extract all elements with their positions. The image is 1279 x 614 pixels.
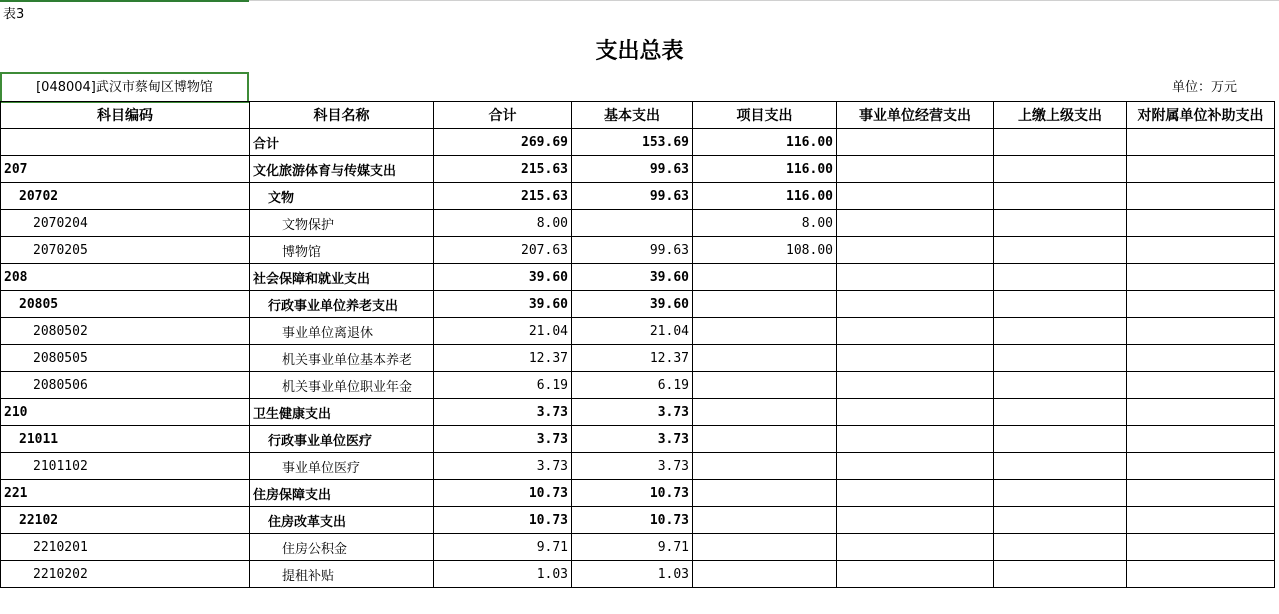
cell-basic[interactable]: 3.73 [572, 453, 693, 480]
cell-upper[interactable] [994, 237, 1127, 264]
cell-upper[interactable] [994, 264, 1127, 291]
cell-code[interactable]: 2101102 [1, 453, 250, 480]
cell-name[interactable]: 住房保障支出 [250, 480, 434, 507]
cell-code[interactable]: 20805 [1, 291, 250, 318]
cell-total[interactable]: 12.37 [434, 345, 572, 372]
cell-project[interactable]: 116.00 [693, 129, 837, 156]
cell-basic[interactable]: 12.37 [572, 345, 693, 372]
cell-project[interactable]: 108.00 [693, 237, 837, 264]
cell-code[interactable]: 20702 [1, 183, 250, 210]
top-rule [249, 0, 1279, 1]
selection-accent [0, 0, 249, 2]
cell-project[interactable] [693, 426, 837, 453]
cell-project[interactable] [693, 480, 837, 507]
table-row [1, 210, 1275, 237]
cell-subsidy[interactable] [1127, 264, 1275, 291]
cell-subsidy[interactable] [1127, 291, 1275, 318]
cell-upper[interactable] [994, 534, 1127, 561]
cell-subsidy[interactable] [1127, 453, 1275, 480]
cell-upper[interactable] [994, 183, 1127, 210]
cell-operating[interactable] [837, 561, 994, 588]
cell-code[interactable]: 2080502 [1, 318, 250, 345]
col-header-project[interactable]: 项目支出 [693, 102, 837, 129]
cell-total[interactable]: 3.73 [434, 453, 572, 480]
table-row [1, 291, 1275, 318]
cell-project[interactable] [693, 264, 837, 291]
cell-total[interactable]: 10.73 [434, 507, 572, 534]
cell-operating[interactable] [837, 399, 994, 426]
cell-subsidy[interactable] [1127, 183, 1275, 210]
cell-total[interactable]: 215.63 [434, 156, 572, 183]
table-row [1, 264, 1275, 291]
cell-subsidy[interactable] [1127, 561, 1275, 588]
table-row [1, 426, 1275, 453]
cell-upper[interactable] [994, 399, 1127, 426]
col-header-operating[interactable]: 事业单位经营支出 [837, 102, 994, 129]
cell-operating[interactable] [837, 453, 994, 480]
table-row [1, 318, 1275, 345]
cell-project[interactable] [693, 318, 837, 345]
cell-subsidy[interactable] [1127, 426, 1275, 453]
cell-name[interactable]: 卫生健康支出 [250, 399, 434, 426]
cell-code[interactable]: 208 [1, 264, 250, 291]
cell-name[interactable]: 事业单位医疗 [250, 453, 434, 480]
table-number: 表3 [3, 7, 25, 22]
cell-basic[interactable] [572, 210, 693, 237]
cell-basic[interactable]: 153.69 [572, 129, 693, 156]
cell-project[interactable] [693, 561, 837, 588]
cell-total[interactable]: 269.69 [434, 129, 572, 156]
cell-total[interactable]: 9.71 [434, 534, 572, 561]
cell-operating[interactable] [837, 480, 994, 507]
cell-total[interactable]: 3.73 [434, 399, 572, 426]
cell-basic[interactable]: 39.60 [572, 291, 693, 318]
cell-subsidy[interactable] [1127, 318, 1275, 345]
col-header-total[interactable]: 合计 [434, 102, 572, 129]
cell-subsidy[interactable] [1127, 156, 1275, 183]
cell-subsidy[interactable] [1127, 345, 1275, 372]
cell-upper[interactable] [994, 129, 1127, 156]
cell-code[interactable]: 22102 [1, 507, 250, 534]
cell-code[interactable]: 21011 [1, 426, 250, 453]
cell-project[interactable] [693, 291, 837, 318]
table-row [1, 507, 1275, 534]
unit-label: 单位：万元 [1171, 80, 1237, 95]
cell-operating[interactable] [837, 291, 994, 318]
cell-total[interactable]: 1.03 [434, 561, 572, 588]
expenditure-table [0, 101, 1275, 588]
cell-upper[interactable] [994, 210, 1127, 237]
cell-basic[interactable]: 99.63 [572, 237, 693, 264]
cell-operating[interactable] [837, 426, 994, 453]
table-row [1, 372, 1275, 399]
cell-basic[interactable]: 9.71 [572, 534, 693, 561]
cell-total[interactable]: 39.60 [434, 291, 572, 318]
cell-project[interactable]: 116.00 [693, 183, 837, 210]
header-row [1, 102, 1275, 129]
cell-basic[interactable]: 3.73 [572, 399, 693, 426]
cell-basic[interactable]: 10.73 [572, 507, 693, 534]
cell-subsidy[interactable] [1127, 507, 1275, 534]
page-title: 支出总表 [595, 39, 684, 64]
cell-name[interactable]: 住房公积金 [250, 534, 434, 561]
cell-total[interactable]: 3.73 [434, 426, 572, 453]
table-row [1, 237, 1275, 264]
cell-name[interactable]: 文化旅游体育与传媒支出 [250, 156, 434, 183]
cell-upper[interactable] [994, 318, 1127, 345]
cell-upper[interactable] [994, 480, 1127, 507]
col-header-basic[interactable]: 基本支出 [572, 102, 693, 129]
cell-code[interactable]: 2070204 [1, 210, 250, 237]
table-row [1, 399, 1275, 426]
cell-basic[interactable]: 99.63 [572, 156, 693, 183]
cell-upper[interactable] [994, 561, 1127, 588]
table-row [1, 453, 1275, 480]
cell-upper[interactable] [994, 507, 1127, 534]
table-row [1, 534, 1275, 561]
cell-basic[interactable]: 1.03 [572, 561, 693, 588]
cell-project[interactable] [693, 345, 837, 372]
col-header-upper[interactable]: 上缴上级支出 [994, 102, 1127, 129]
cell-code[interactable]: 2080506 [1, 372, 250, 399]
cell-name[interactable]: 文物 [250, 183, 434, 210]
cell-basic[interactable]: 10.73 [572, 480, 693, 507]
cell-name[interactable]: 住房改革支出 [250, 507, 434, 534]
cell-basic[interactable]: 99.63 [572, 183, 693, 210]
cell-total[interactable]: 39.60 [434, 264, 572, 291]
cell-operating[interactable] [837, 237, 994, 264]
cell-name[interactable]: 合计 [250, 129, 434, 156]
cell-operating[interactable] [837, 318, 994, 345]
table-row [1, 345, 1275, 372]
cell-subsidy[interactable] [1127, 480, 1275, 507]
cell-name[interactable]: 行政事业单位医疗 [250, 426, 434, 453]
cell-code[interactable]: 210 [1, 399, 250, 426]
cell-project[interactable] [693, 372, 837, 399]
cell-subsidy[interactable] [1127, 129, 1275, 156]
cell-total[interactable]: 6.19 [434, 372, 572, 399]
cell-subsidy[interactable] [1127, 372, 1275, 399]
cell-code[interactable]: 207 [1, 156, 250, 183]
cell-name[interactable]: 行政事业单位养老支出 [250, 291, 434, 318]
col-header-name[interactable]: 科目名称 [250, 102, 434, 129]
cell-name[interactable]: 文物保护 [250, 210, 434, 237]
table-row [1, 561, 1275, 588]
cell-operating[interactable] [837, 210, 994, 237]
cell-upper[interactable] [994, 426, 1127, 453]
cell-basic[interactable]: 21.04 [572, 318, 693, 345]
cell-basic[interactable]: 3.73 [572, 426, 693, 453]
col-header-subsidy[interactable]: 对附属单位补助支出 [1127, 102, 1275, 129]
cell-total[interactable]: 21.04 [434, 318, 572, 345]
cell-code[interactable]: 2070205 [1, 237, 250, 264]
cell-code[interactable] [1, 129, 250, 156]
table-row [1, 480, 1275, 507]
cell-code[interactable]: 2210201 [1, 534, 250, 561]
cell-operating[interactable] [837, 264, 994, 291]
cell-operating[interactable] [837, 129, 994, 156]
cell-upper[interactable] [994, 372, 1127, 399]
cell-project[interactable]: 8.00 [693, 210, 837, 237]
cell-name[interactable]: 机关事业单位职业年金 [250, 372, 434, 399]
cell-code[interactable]: 2080505 [1, 345, 250, 372]
cell-name[interactable]: 机关事业单位基本养老 [250, 345, 434, 372]
cell-operating[interactable] [837, 534, 994, 561]
cell-operating[interactable] [837, 507, 994, 534]
cell-total[interactable]: 8.00 [434, 210, 572, 237]
cell-operating[interactable] [837, 345, 994, 372]
col-header-code[interactable]: 科目编码 [1, 102, 250, 129]
cell-total[interactable]: 207.63 [434, 237, 572, 264]
cell-basic[interactable]: 39.60 [572, 264, 693, 291]
cell-project[interactable] [693, 453, 837, 480]
cell-total[interactable]: 215.63 [434, 183, 572, 210]
cell-operating[interactable] [837, 372, 994, 399]
cell-upper[interactable] [994, 345, 1127, 372]
cell-name[interactable]: 事业单位离退休 [250, 318, 434, 345]
cell-subsidy[interactable] [1127, 399, 1275, 426]
table-row [1, 129, 1275, 156]
cell-code[interactable]: 221 [1, 480, 250, 507]
table-row [1, 156, 1275, 183]
cell-basic[interactable]: 6.19 [572, 372, 693, 399]
cell-name[interactable]: 社会保障和就业支出 [250, 264, 434, 291]
cell-operating[interactable] [837, 156, 994, 183]
cell-upper[interactable] [994, 453, 1127, 480]
table-row [1, 183, 1275, 210]
cell-project[interactable] [693, 534, 837, 561]
cell-subsidy[interactable] [1127, 210, 1275, 237]
cell-total[interactable]: 10.73 [434, 480, 572, 507]
cell-operating[interactable] [837, 183, 994, 210]
cell-name[interactable]: 博物馆 [250, 237, 434, 264]
cell-subsidy[interactable] [1127, 237, 1275, 264]
cell-upper[interactable] [994, 291, 1127, 318]
cell-project[interactable] [693, 399, 837, 426]
cell-project[interactable] [693, 507, 837, 534]
cell-code[interactable]: 2210202 [1, 561, 250, 588]
cell-upper[interactable] [994, 156, 1127, 183]
cell-name[interactable]: 提租补贴 [250, 561, 434, 588]
org-cell[interactable]: [048004]武汉市蔡甸区博物馆 [0, 72, 249, 103]
cell-project[interactable]: 116.00 [693, 156, 837, 183]
cell-subsidy[interactable] [1127, 534, 1275, 561]
